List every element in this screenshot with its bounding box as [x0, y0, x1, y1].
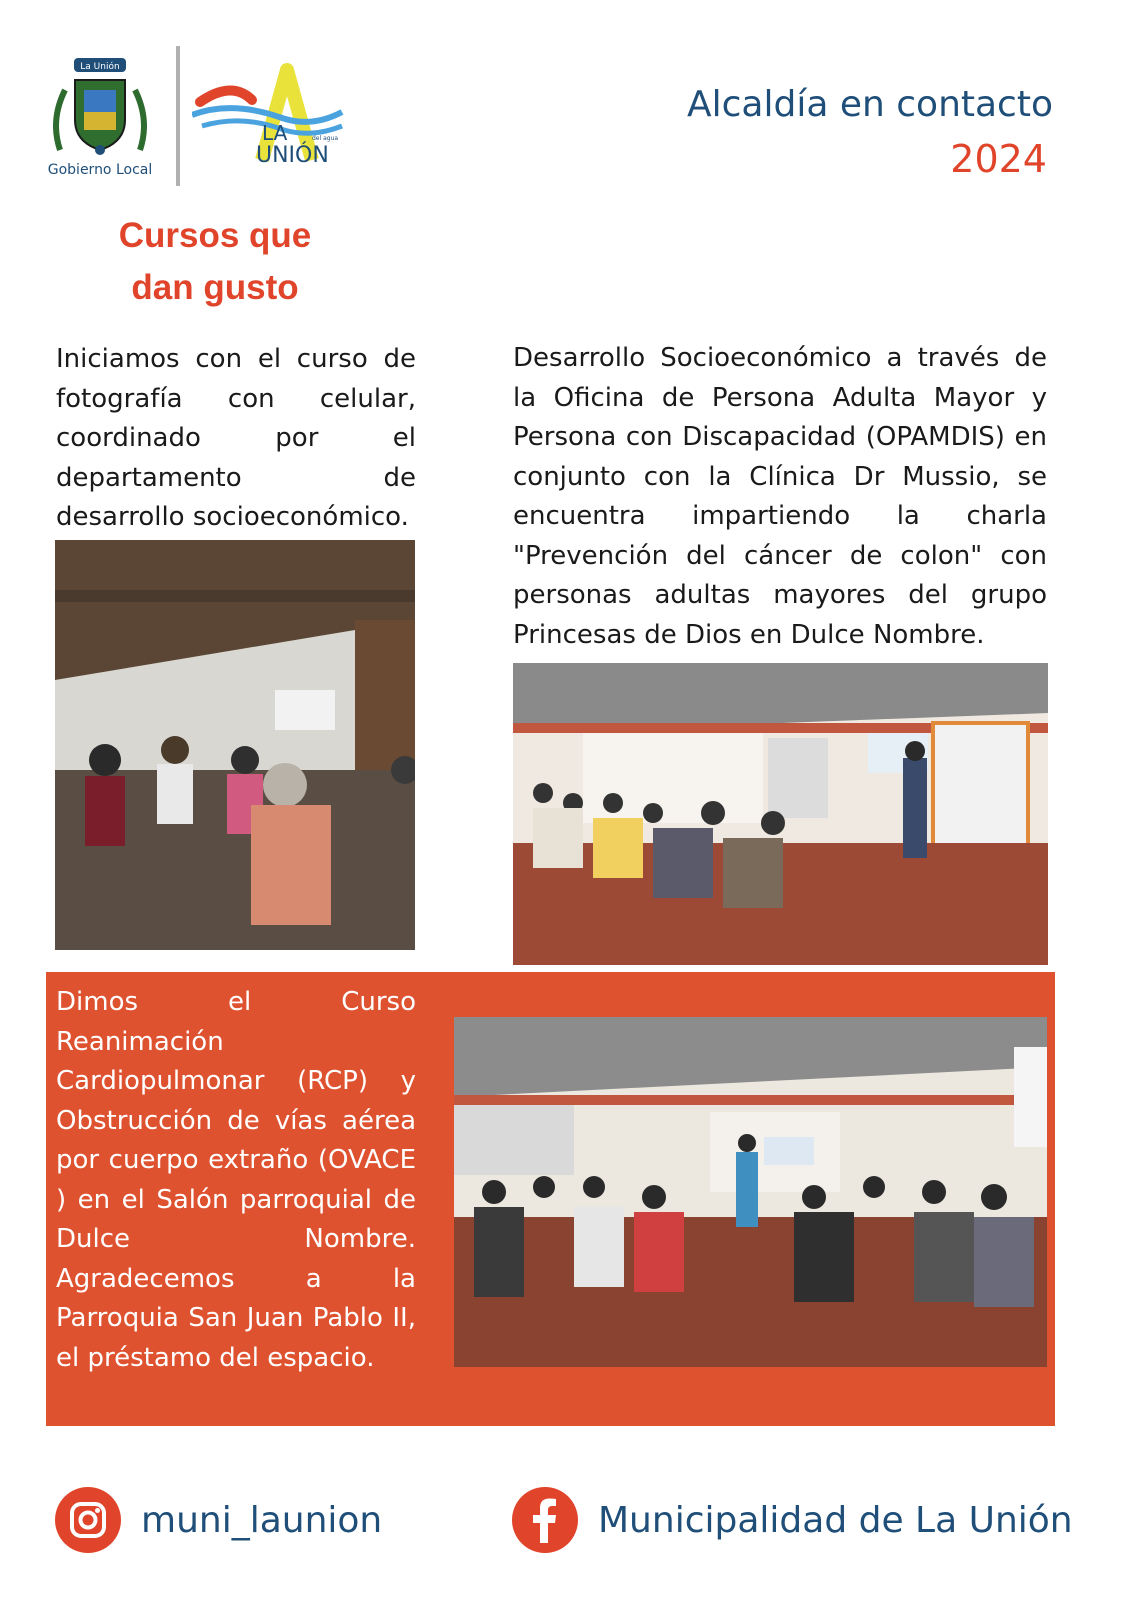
- coat-of-arms-icon: [40, 50, 160, 160]
- header-year: 2024: [950, 137, 1047, 181]
- municipal-crest-logo: [40, 50, 160, 178]
- header-divider: [176, 46, 180, 186]
- photo-rcp-course: [454, 1017, 1047, 1367]
- facebook-page-name[interactable]: Municipalidad de La Unión: [598, 1499, 1073, 1541]
- la-union-logo-icon: [192, 60, 352, 170]
- section-title: [60, 210, 370, 314]
- photo-photography-class: [55, 540, 415, 950]
- crest-caption: Gobierno Local: [47, 162, 153, 178]
- svg-text:del agua: del agua: [312, 135, 339, 142]
- svg-text:La Unión: La Unión: [80, 62, 120, 72]
- svg-text:UNIÓN: UNIÓN: [256, 143, 329, 168]
- facebook-icon: [512, 1487, 578, 1553]
- header-title: Alcaldía en contacto: [687, 84, 1053, 125]
- instagram-link[interactable]: [55, 1486, 382, 1554]
- article-photography-course-text: Iniciamos con el curso de fotografía con celular, coordinado por el departamento de desarrollo socioeconómico.: [56, 344, 416, 532]
- facebook-link[interactable]: [512, 1486, 1073, 1554]
- article-rcp-course-text: Dimos el Curso Reanimación Cardiopulmonar (RCP) y Obstrucción de vías aérea por cuerpo extraño (OVACE ) en el Salón parroquial de Dulce Nombre. Agradecemos a la Parroquia San Juan Pablo II, el préstamo del espacio.: [56, 987, 416, 1373]
- section-title-line-1: Cursos que: [118, 216, 312, 255]
- instagram-handle[interactable]: muni_launion: [141, 1499, 383, 1541]
- svg-text:LA: LA: [262, 121, 288, 145]
- la-union-brand-logo: [192, 60, 352, 170]
- photo-colon-cancer-talk: [513, 663, 1048, 965]
- instagram-icon: [55, 1487, 121, 1553]
- article-opamdis-talk-text: Desarrollo Socioeconómico a través de la Oficina de Persona Adulta Mayor y Persona con Discapacidad (OPAMDIS) en conjunto con la Clínica Dr Mussio, se encuentra impartiendo la charla "Prevención del cáncer de colon" con personas adultas mayores del grupo Princesas de Dios en Dulce Nombre.: [513, 343, 1047, 650]
- section-title-line-2: dan gusto: [131, 268, 299, 307]
